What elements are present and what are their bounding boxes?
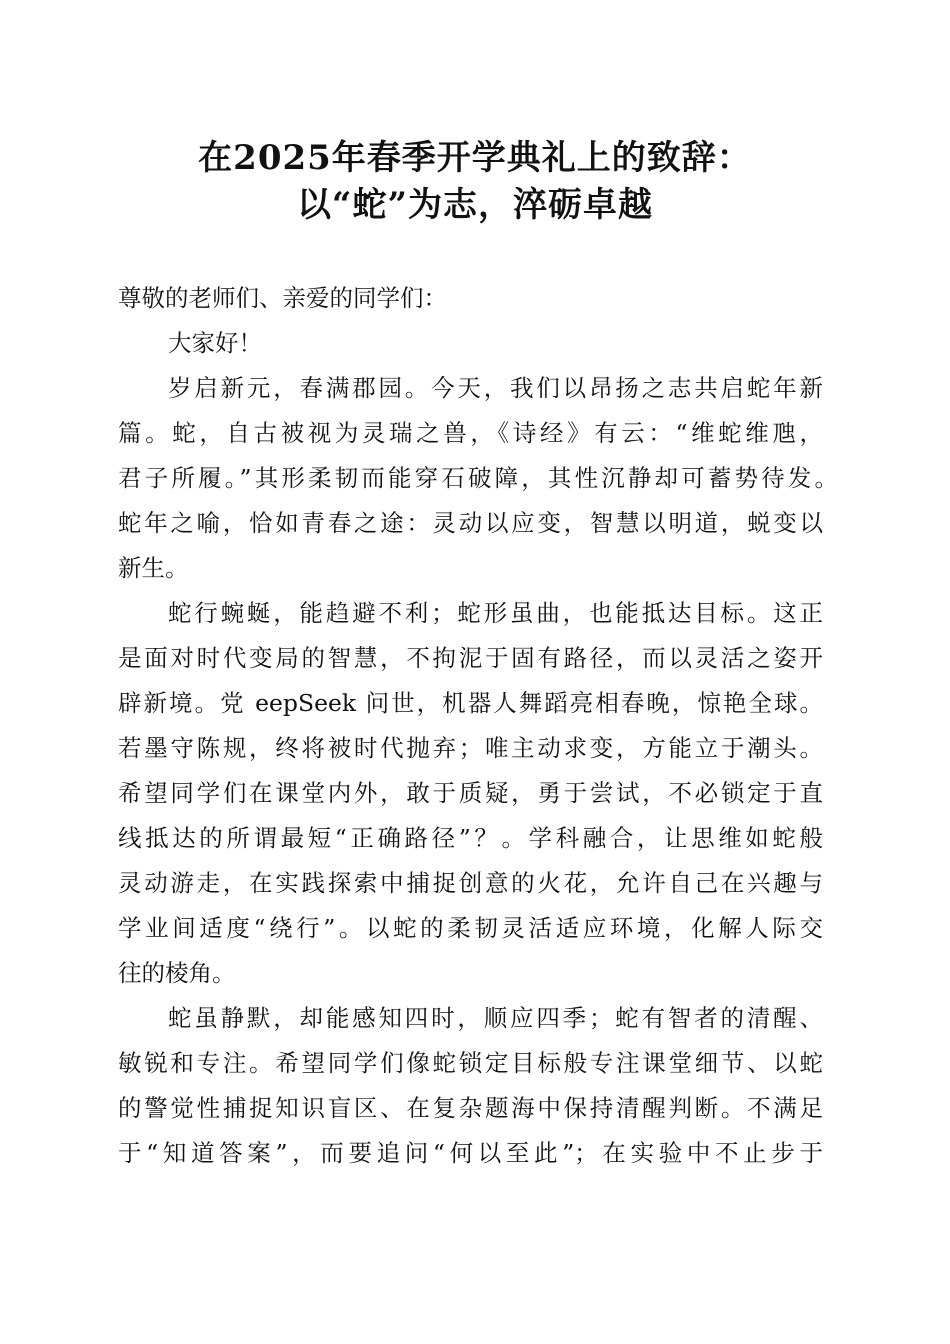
document-title-line-2: 以“蛇”为志，淬砺卓越 (296, 185, 654, 225)
body-line: 岁启新元，春满郡园。今天，我们以昂扬之志共启蛇年新 (168, 374, 823, 402)
body-line: 希望同学们在课堂内外，敢于质疑，勇于尝试，不必锁定于直 (118, 779, 823, 807)
body-line: 君子所履。”其形柔韧而能穿石破障，其性沉静却可蓄势待发。 (118, 464, 838, 492)
greeting: 大家好！ (168, 329, 262, 357)
body-line: 蛇年之喻，恰如青春之途：灵动以应变，智慧以明道，蜕变以 (118, 509, 823, 537)
body-line: 的警觉性捕捉知识盲区、在复杂题海中保持清醒判断。不满足 (118, 1094, 823, 1122)
body-line: 学业间适度“绕行”。以蛇的柔韧灵活适应环境，化解人际交 (118, 914, 823, 942)
body-line: 辟新境。党 eepSeek 问世，机器人舞蹈亮相春晚，惊艳全球。 (118, 689, 823, 717)
body-line: 蛇虽静默，却能感知四时，顺应四季；蛇有智者的清醒、 (168, 1004, 823, 1032)
body-line: 新生。 (118, 554, 189, 582)
body-line: 若墨守陈规，终将被时代抛弃；唯主动求变，方能立于潮头。 (118, 734, 823, 762)
body-line: 线抵达的所谓最短“正确路径”？。学科融合，让思维如蛇般 (118, 824, 823, 852)
body-line: 往的棱角。 (118, 959, 236, 987)
document-title-line-1: 在2025年春季开学典礼上的致辞： (198, 138, 752, 178)
body-line: 蛇行蜿蜒，能趋避不利；蛇形虽曲，也能抵达目标。这正 (168, 599, 823, 627)
body-line: 是面对时代变局的智慧，不拘泥于固有路径，而以灵活之姿开 (118, 644, 823, 672)
body-line: 敏锐和专注。希望同学们像蛇锁定目标般专注课堂细节、以蛇 (118, 1049, 823, 1077)
body-line: 于“知道答案”，而要追问“何以至此”；在实验中不止步于 (118, 1139, 823, 1167)
salutation: 尊敬的老师们、亲爱的同学们： (118, 284, 447, 312)
body-line: 篇。蛇，自古被视为灵瑞之兽，《诗经》有云：“维蛇维虺， (118, 419, 823, 447)
body-line: 灵动游走，在实践探索中捕捉创意的火花，允许自己在兴趣与 (118, 869, 823, 897)
